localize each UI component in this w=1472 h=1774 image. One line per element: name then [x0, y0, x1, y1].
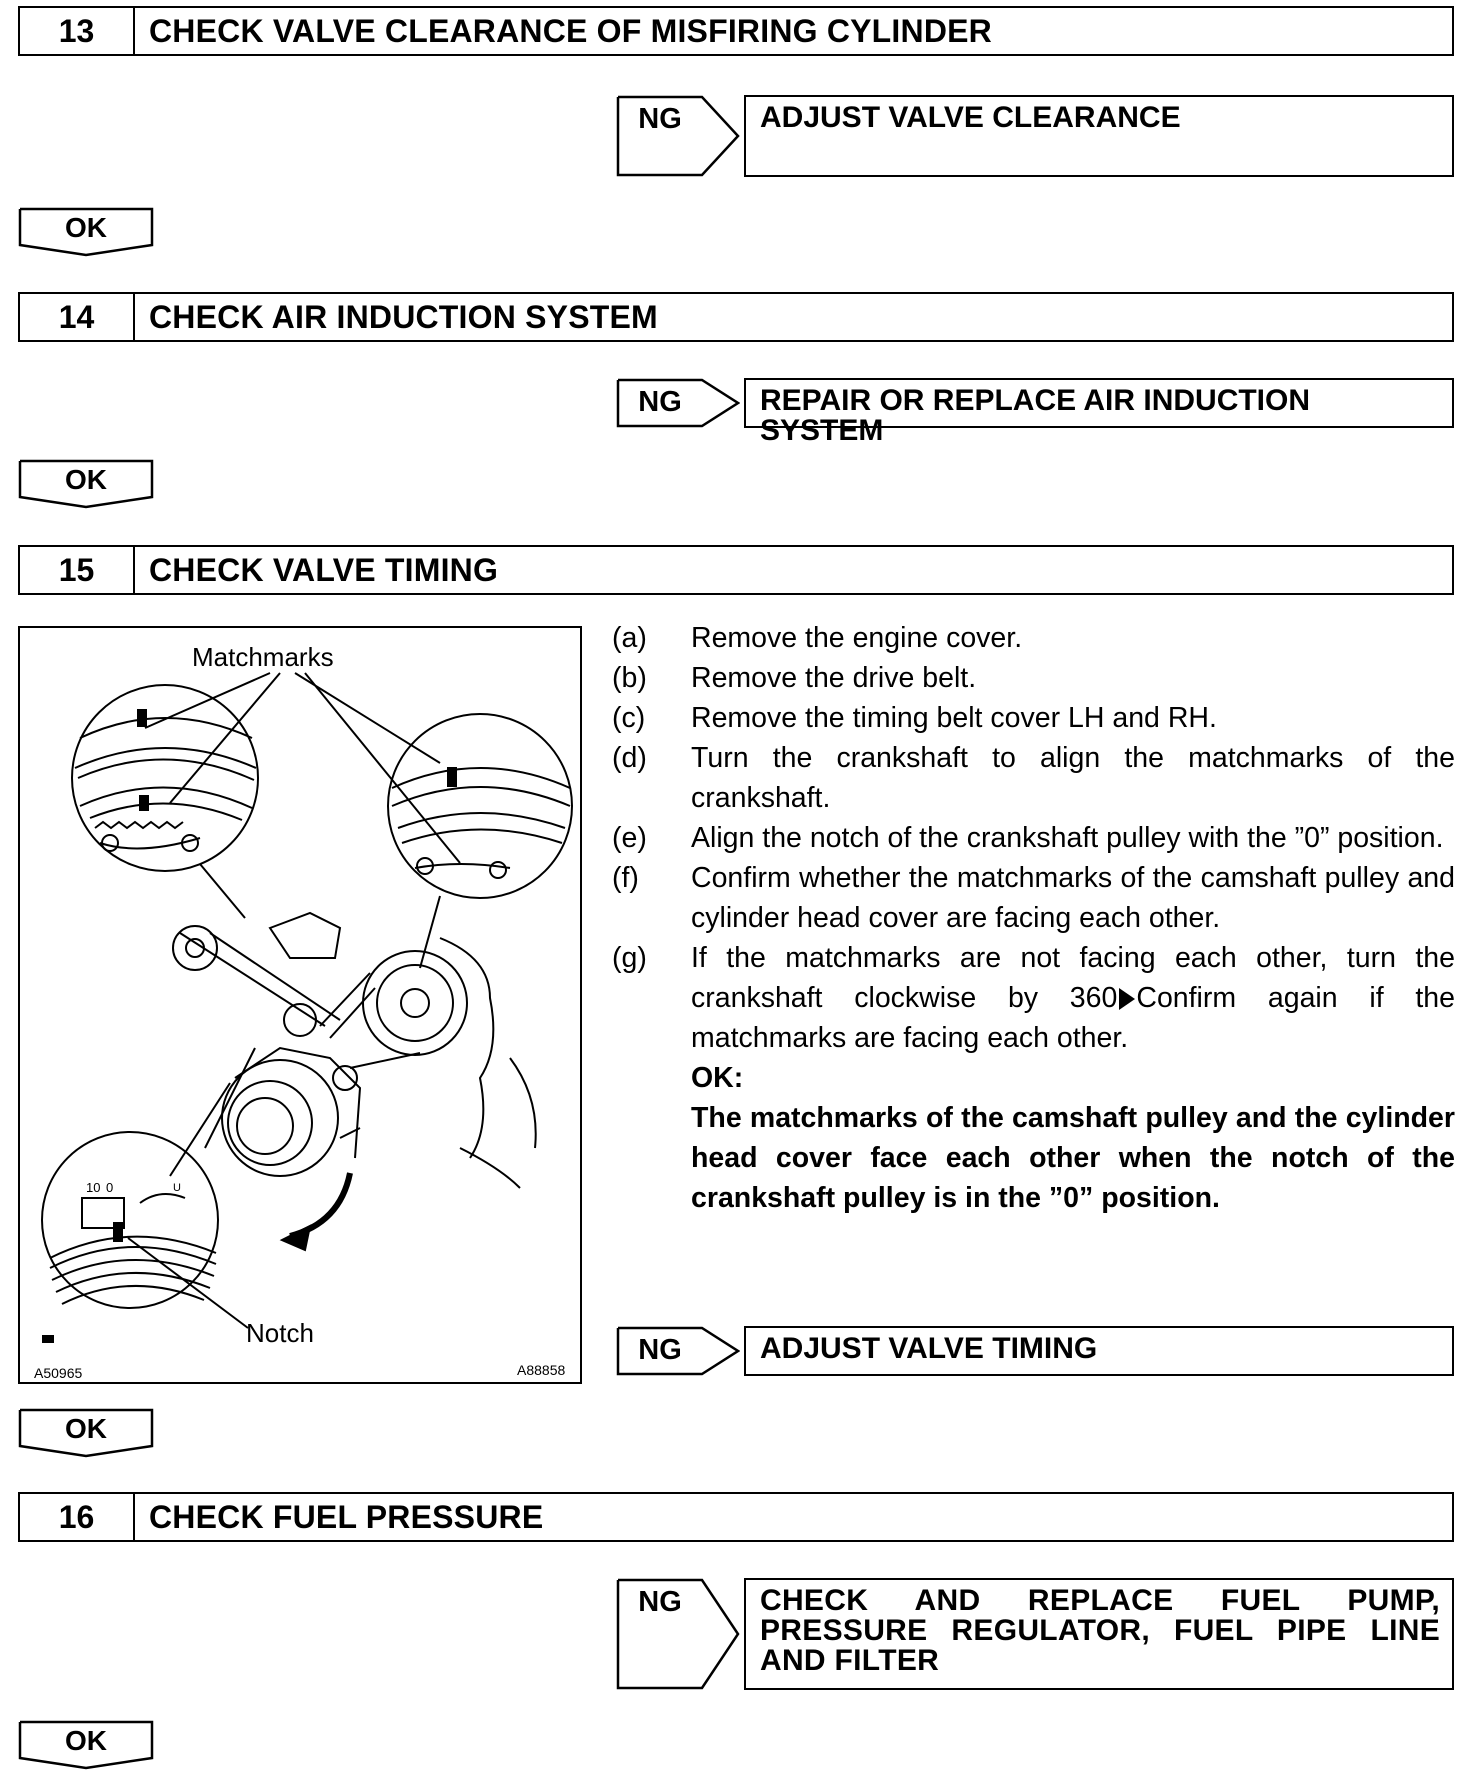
ng-action-16: CHECK AND REPLACE FUEL PUMP, PRESSURE REGULATOR, FUEL PIPE LINE AND FILTER: [744, 1578, 1454, 1690]
ng-action-15: ADJUST VALVE TIMING: [744, 1326, 1454, 1376]
procedure-text: [691, 938, 1455, 1218]
procedure-text: Align the notch of the crankshaft pulley with the ”0” position.: [691, 822, 1444, 854]
ok-label: OK: [65, 1725, 107, 1756]
step-16-header: [18, 1492, 1454, 1542]
ok-criteria-text: The matchmarks of the camshaft pulley and the cylinder head cover face each other when the notch of the crankshaft pulley is in the ”0” position.: [691, 1102, 1455, 1214]
engine-illustration: [20, 628, 580, 1382]
ok-label: OK: [65, 464, 107, 495]
procedure-text: Turn the crankshaft to align the matchmarks of the crankshaft.: [691, 742, 1455, 814]
step-title: CHECK VALVE TIMING: [149, 551, 499, 588]
procedure-text: Remove the timing belt cover LH and RH.: [691, 702, 1217, 734]
procedure-list: [612, 618, 1455, 1218]
ok-criteria-heading: OK:: [691, 1062, 744, 1094]
procedure-text-part: Confirm again if the matchmarks are facing each other.: [691, 982, 1455, 1054]
procedure-letter: (d): [612, 742, 647, 774]
procedure-text-part: If the matchmarks are not facing each other, turn the crankshaft clockwise by 360: [691, 942, 1455, 1014]
step-number: 14: [20, 294, 135, 340]
ng-arrow-16: [616, 1578, 740, 1690]
ok-arrow-16: [18, 1720, 154, 1770]
procedure-item: [612, 818, 1455, 858]
ng-label: NG: [638, 1586, 682, 1618]
step-number: 15: [20, 547, 135, 593]
ng-arrow-14: [616, 378, 740, 428]
scale-mark-10: 10: [86, 1180, 101, 1195]
degree-arrow-icon: [1119, 988, 1135, 1010]
ok-arrow-15: [18, 1408, 154, 1458]
step-15-header: [18, 545, 1454, 595]
ok-label: OK: [65, 1413, 107, 1444]
matchmarks-label: Matchmarks: [192, 642, 334, 672]
ng-action-13: ADJUST VALVE CLEARANCE: [744, 95, 1454, 177]
procedure-item: [612, 618, 1455, 658]
ng-label: NG: [638, 103, 682, 135]
procedure-letter: (g): [612, 942, 647, 974]
ng-label: NG: [638, 1334, 682, 1366]
procedure-letter: (a): [612, 622, 647, 654]
step-title: CHECK AIR INDUCTION SYSTEM: [149, 298, 658, 335]
procedure-item: [612, 938, 1455, 1218]
procedure-letter: (c): [612, 702, 646, 734]
procedure-text: Remove the engine cover.: [691, 622, 1023, 654]
procedure-item: [612, 738, 1455, 818]
ng-arrow-13: [616, 95, 740, 177]
ok-label: OK: [65, 212, 107, 243]
ok-arrow-14: [18, 459, 154, 509]
step-title: CHECK FUEL PRESSURE: [149, 1498, 544, 1535]
scale-mark-0: 0: [106, 1180, 114, 1195]
ng-action-14: REPAIR OR REPLACE AIR INDUCTION SYSTEM: [744, 378, 1454, 428]
procedure-letter: (e): [612, 822, 647, 854]
ng-label: NG: [638, 386, 682, 418]
step-title: CHECK VALVE CLEARANCE OF MISFIRING CYLINDER: [149, 12, 992, 49]
procedure-item: [612, 858, 1455, 938]
procedure-text: Confirm whether the matchmarks of the camshaft pulley and cylinder head cover are facing each other.: [691, 862, 1455, 934]
step-13-header: [18, 6, 1454, 56]
procedure-item: [612, 658, 1455, 698]
ok-arrow-13: [18, 207, 154, 257]
step-number: 13: [20, 8, 135, 54]
step-14-header: [18, 292, 1454, 342]
figure-code-left: A50965: [34, 1365, 83, 1381]
step-number: 16: [20, 1494, 135, 1540]
notch-label: Notch: [246, 1318, 314, 1348]
valve-timing-figure: [18, 626, 582, 1384]
scale-mark-u: U: [173, 1182, 181, 1194]
procedure-letter: (b): [612, 662, 647, 694]
figure-code-right: A88858: [517, 1362, 566, 1378]
procedure-item: [612, 698, 1455, 738]
ng-arrow-15: [616, 1326, 740, 1376]
procedure-letter: (f): [612, 862, 639, 894]
logo-mark: [42, 1335, 54, 1343]
procedure-text: Remove the drive belt.: [691, 662, 977, 694]
